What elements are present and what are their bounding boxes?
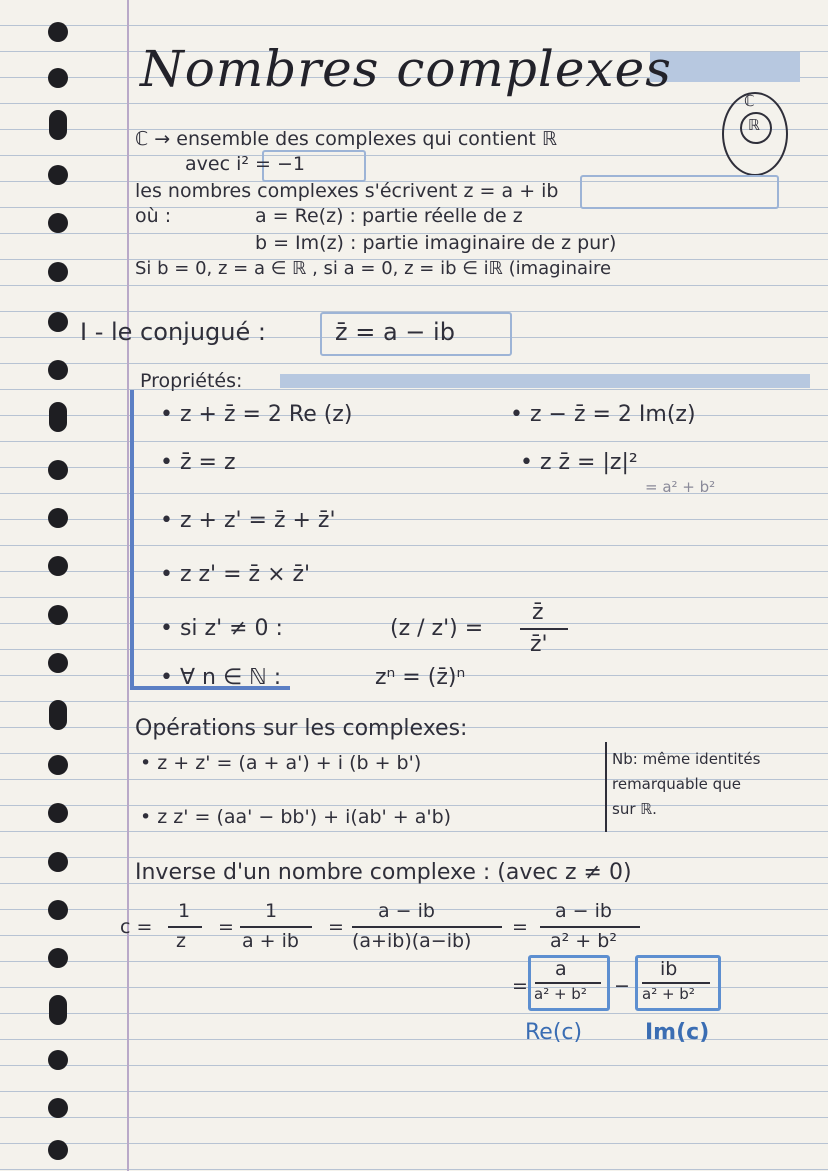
conjugate-formula: z̄ = a − ib bbox=[335, 318, 455, 346]
properties-highlight bbox=[280, 374, 810, 388]
intro-line-5: b = Im(z) : partie imaginaire de z pur) bbox=[255, 232, 617, 254]
inverse-heading: Inverse d'un nombre complexe : (avec z ≠ 0) bbox=[135, 860, 632, 885]
inverse-f1-num: 1 bbox=[178, 900, 191, 922]
inverse-r1-bar bbox=[535, 982, 601, 984]
inverse-eq-2: = bbox=[328, 916, 344, 938]
property-5-b: (z / z') = bbox=[390, 616, 484, 641]
property-4: • z z' = z̄ × z̄' bbox=[160, 562, 311, 587]
inverse-f4-den: a² + b² bbox=[550, 930, 617, 952]
intro-line-2: avec i² = −1 bbox=[185, 153, 305, 175]
inverse-r1-num: a bbox=[555, 958, 567, 980]
inverse-minus: − bbox=[614, 975, 630, 997]
properties-heading: Propriétés: bbox=[140, 370, 243, 392]
algebraic-form-box bbox=[580, 175, 779, 209]
operation-product: • z z' = (aa' − bb') + i(ab' + a'b) bbox=[140, 806, 452, 828]
title-highlight bbox=[650, 52, 800, 82]
inverse-r2-bar bbox=[642, 982, 710, 984]
property-6-b: zⁿ = (z̄)ⁿ bbox=[375, 665, 466, 690]
inverse-f2-den: a + ib bbox=[242, 930, 299, 952]
imaginary-part-label: Im(c) bbox=[645, 1020, 710, 1045]
intro-line-4-label: où : bbox=[135, 205, 172, 227]
conjugate-heading: I - le conjugué : bbox=[80, 318, 266, 346]
inverse-f1-bar bbox=[168, 926, 202, 928]
intro-line-3: les nombres complexes s'écrivent z = a + ib bbox=[135, 180, 559, 202]
inverse-f3-bar bbox=[352, 926, 502, 928]
property-2-left: • z̄̄ = z bbox=[160, 450, 236, 475]
note-line-3: sur ℝ. bbox=[612, 800, 657, 818]
set-label-r: ℝ bbox=[748, 116, 760, 134]
page-title: Nombres complexes bbox=[140, 40, 672, 98]
binder-holes bbox=[0, 0, 90, 1171]
inverse-f2-num: 1 bbox=[265, 900, 278, 922]
set-label-c: ℂ bbox=[744, 92, 755, 110]
inverse-eq-3: = bbox=[512, 916, 528, 938]
real-part-label: Re(c) bbox=[525, 1020, 583, 1045]
properties-bracket bbox=[130, 390, 134, 690]
property-5-num: z̄ bbox=[532, 600, 544, 625]
inverse-r2-den: a² + b² bbox=[642, 985, 695, 1003]
property-5-a: • si z' ≠ 0 : bbox=[160, 616, 283, 641]
property-2-right: • z z̄ = |z|² bbox=[520, 450, 638, 475]
inverse-f3-den: (a+ib)(a−ib) bbox=[352, 930, 472, 952]
inverse-r2-num: ib bbox=[660, 958, 678, 980]
inverse-f2-bar bbox=[240, 926, 312, 928]
intro-line-4: a = Re(z) : partie réelle de z bbox=[255, 205, 523, 227]
inverse-f1-den: z bbox=[176, 930, 186, 952]
property-1-right: • z − z̄ = 2 Im(z) bbox=[510, 402, 696, 427]
intro-line-1: ℂ → ensemble des complexes qui contient ℝ bbox=[135, 128, 557, 150]
note-separator bbox=[605, 742, 607, 832]
property-5-fraction-bar bbox=[520, 628, 568, 630]
inverse-c-eq: c = bbox=[120, 916, 153, 938]
property-5-den: z̄' bbox=[530, 632, 548, 657]
property-3: • z + z' = z̄ + z̄' bbox=[160, 508, 336, 533]
operations-heading: Opérations sur les complexes: bbox=[135, 716, 468, 741]
property-6-a: • ∀ n ∈ ℕ : bbox=[160, 665, 282, 690]
note-line-2: remarquable que bbox=[612, 775, 741, 793]
inverse-f3-num: a − ib bbox=[378, 900, 435, 922]
inverse-eq-1: = bbox=[218, 916, 234, 938]
inverse-f4-num: a − ib bbox=[555, 900, 612, 922]
operation-sum: • z + z' = (a + a') + i (b + b') bbox=[140, 752, 422, 774]
property-1-left: • z + z̄ = 2 Re (z) bbox=[160, 402, 353, 427]
intro-line-6: Si b = 0, z = a ∈ ℝ , si a = 0, z = ib ∈ iℝ (imaginaire bbox=[135, 258, 612, 279]
note-line-1: Nb: même identités bbox=[612, 750, 761, 768]
inverse-r1-den: a² + b² bbox=[534, 985, 587, 1003]
inverse-f4-bar bbox=[540, 926, 640, 928]
inverse-eq-4: = bbox=[512, 975, 528, 997]
property-2-right-sub: = a² + b² bbox=[645, 478, 716, 496]
